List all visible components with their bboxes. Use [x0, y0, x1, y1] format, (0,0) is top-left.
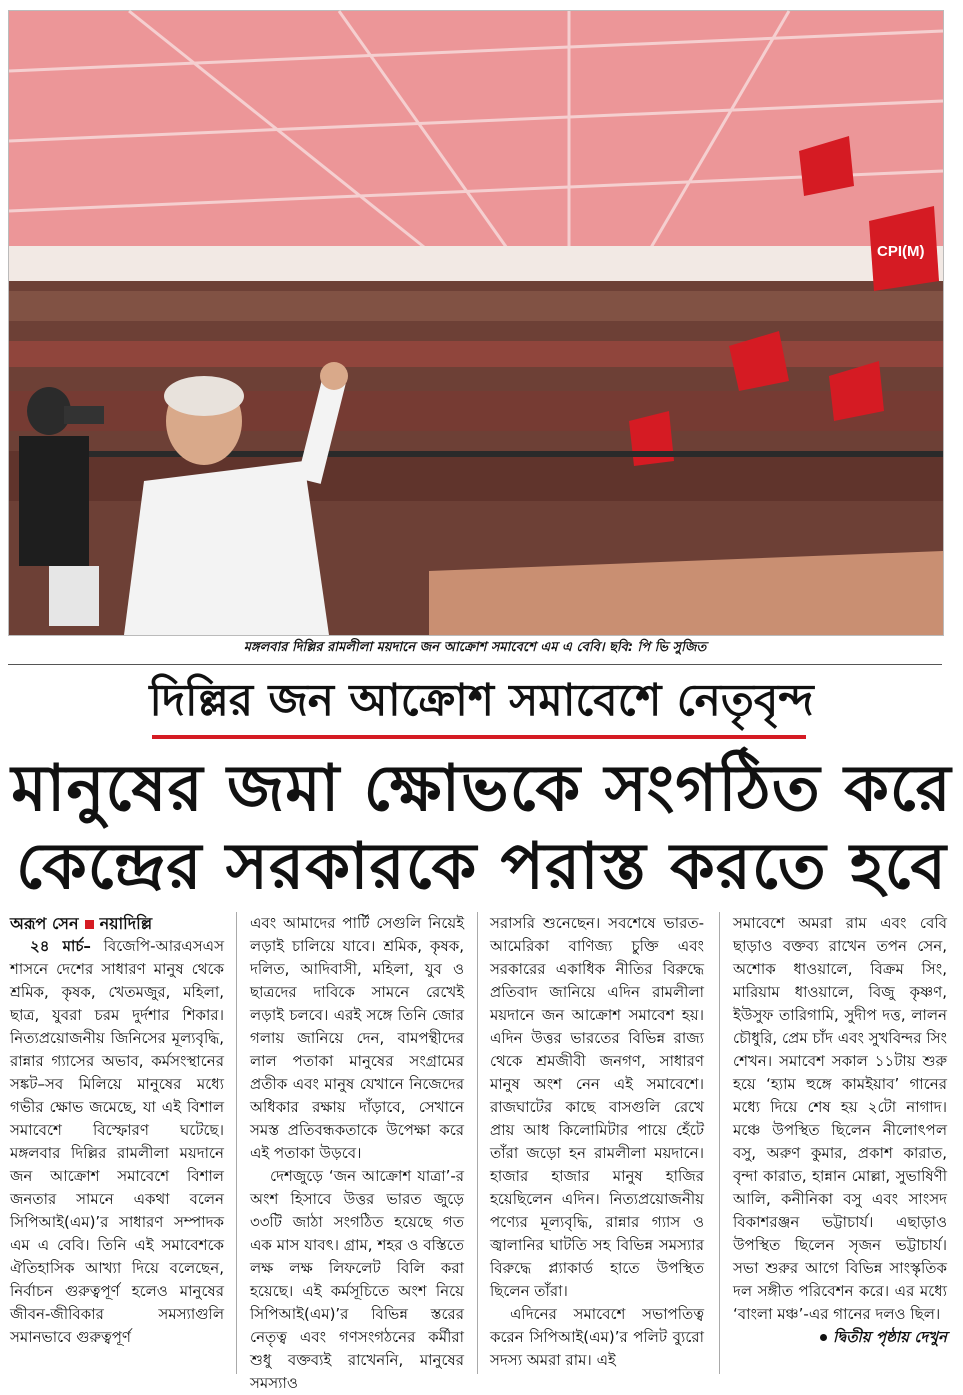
bullet-icon — [820, 1334, 827, 1341]
column-1-text: বিজেপি-আরএসএস শাসনে দেশের সাধারণ মানুষ থেকে শ্রমিক, কৃষক, খেতমজুর, মহিলা, ছাত্র, যুবরা চরম দুর্দশার শিকার। নিত্যপ্রয়োজনীয় জিনিসের মূল্যবৃদ্ধি, রান্নার গ্যাসের অভাব, কর্মসংস্থানের সঙ্কট–সব মিলিয়ে মানুষের মধ্যে গভীর ক্ষোভ জমেছে, যা এই বিশাল সমাবেশে বিস্ফোরণ ঘটেছে। মঙ্গলবার দিল্লির রামলীলা ময়দানে জন আক্রোশ সমাবেশে বিশাল জনতার সামনে একথা বলেন সিপিআই(এম)’র সাধারণ সম্পাদক এম এ বেবি। তিনি এই সমাবেশকে ঐতিহাসিক আখ্যা দিয়ে বলেছেন, নির্বাচন গুরুত্বপূর্ণ হলেও মানুষের জীবন-জীবিকার সমস্যাগুলি সমানভাবে গুরুত্বপূর্ণ — [10, 937, 224, 1346]
author-name: অরূপ সেন — [10, 914, 79, 933]
article-paragraph — [10, 935, 224, 1349]
dateline: ২৪ মার্চ– — [30, 937, 91, 955]
location: নয়াদিল্লি — [99, 914, 153, 933]
back-wall — [9, 246, 943, 286]
kicker-headline: দিল্লির জন আক্রোশ সমাবেশে নেতৃবৃন্দ — [149, 675, 814, 726]
column-divider — [719, 912, 720, 1374]
column-3-paragraph-1: সরাসরি শুনেছেন। সবশেষে ভারত-আমেরিকা বাণিজ্য চুক্তি এবং সরকারের একাধিক নীতির বিরুদ্ধে প্রতিবাদ জানিয়ে এদিন রামলীলা ময়দানে জন আক্রোশ সমাবেশ হয়। এদিন উত্তর ভারতের বিভিন্ন রাজ্য থেকে শ্রমজীবী জনগণ, সাধারণ মানুষ অংশ নেন এই সমাবেশে। রাজঘাটের কাছে বাসগুলি রেখে প্রায় আধ কিলোমিটার পায়ে হেঁটে তাঁরা জড়ো হন রামলীলা ময়দানে। হাজার হাজার মানুষ হাজির হয়েছিলেন এদিন। নিত্যপ্রয়োজনীয় পণ্যের মূল্যবৃদ্ধি, রান্নার গ্যাস ও জ্বালানির ঘাটতি সহ বিভিন্ন সমস্যার বিরুদ্ধে প্ল্যাকার্ড হাতে উপস্থিত ছিলেন তাঁরা। — [490, 914, 704, 1300]
photo-caption: মঙ্গলবার দিল্লির রামলীলা ময়দানে জন আক্রোশ সমাবেশে এম এ বেবি। ছবি: পি ভি সুজিত — [243, 640, 707, 655]
kicker-underline — [152, 735, 806, 739]
article-column-1 — [10, 912, 224, 1374]
byline — [10, 912, 224, 935]
section-divider — [8, 664, 942, 665]
column-divider — [477, 912, 478, 1374]
banner-cpim: CPI(M) — [877, 243, 925, 260]
article-column-4 — [733, 912, 947, 1374]
rally-photo — [8, 10, 944, 636]
rally-photo-illustration — [9, 11, 943, 635]
main-headline — [0, 750, 963, 906]
byline-separator-icon — [85, 920, 94, 929]
column-2-paragraph-2: দেশজুড়ে ‘জন আক্রোশ যাত্রা’-র অংশ হিসাবে উত্তর ভারত জুড়ে ৩৩টি জাঠা সংগঠিত হয়েছে গত এক মাস যাবৎ। গ্রাম, শহর ও বস্তিতে লক্ষ লক্ষ লিফলেট বিলি করা হয়েছে। এই কর্মসূচিতে অংশ নিয়ে সিপিআই(এম)’র বিভিন্ন স্তরের নেতৃত্ব এবং গণসংগঠনের কর্মীরা শুধু বক্তব্যই রাখেননি, মানুষের সমস্যাও — [250, 1167, 464, 1392]
article-column-3 — [490, 912, 704, 1374]
column-divider — [236, 912, 237, 1374]
column-3-paragraph-2: এদিনের সমাবেশে সভাপতিত্ব করেন সিপিআই(এম)’র পলিট ব্যুরো সদস্য অমরা রাম। এই — [490, 1305, 704, 1369]
continued-label: দ্বিতীয় পৃষ্ঠায় দেখুন — [833, 1328, 947, 1346]
column-4-paragraph: সমাবেশে অমরা রাম এবং বেবি ছাড়াও বক্তব্য রাখেন তপন সেন, অশোক ধাওয়ালে, বিক্রম সিং, মারিয়াম ধাওয়ালে, বিজু কৃষ্ণণ, ইউসুফ তারিগামি, সুদীপ দত্ত, লালন চৌধুরি, প্রেম চাঁদ এবং সুখবিন্দর সিং শেখন। সমাবেশ সকাল ১১টায় শুরু হয়ে ‘হ্যাম হুঙ্গে কামইয়াব’ গানের মধ্যে দিয়ে শেষ হয় ২টো নাগাদ। মঞ্চে উপস্থিত ছিলেন নীলোৎপল বসু, অরুণ কুমার, প্রকাশ কারাত, বৃন্দা কারাত, হান্নান মোল্লা, সুভাষিণী আলি, কনীনিকা বসু এবং সাংসদ বিকাশরঞ্জন ভট্টাচার্য। এছাড়াও উপস্থিত ছিলেন সৃজন ভট্টাচার্য। সভা শুরুর আগে বিভিন্ন সাংস্কৃতিক দল সঙ্গীত পরিবেশন করে। এর মধ্যে ‘বাংলা মঞ্চ’-এর গানের দলও ছিল। — [733, 914, 947, 1323]
headline-line-2: কেন্দ্রের সরকারকে পরাস্ত করতে হবে — [16, 830, 947, 904]
column-2-paragraph-1: এবং আমাদের পার্টি সেগুলি নিয়েই লড়াই চালিয়ে যাবে। শ্রমিক, কৃষক, দলিত, আদিবাসী, মহিলা, যুব ও ছাত্রদের দাবিকে সামনে রেখেই লড়াই চলবে। এরই সঙ্গে তিনি জোর গলায় জানিয়ে দেন, বামপন্থীদের লাল পতাকা মানুষের সংগ্রামের প্রতীক এবং মানুষ যেখানে নিজেদের অধিকার রক্ষায় দাঁড়াবে, সেখানে সমস্ত প্রতিবন্ধকতাকে উপেক্ষা করে এই পতাকা উড়বে। — [250, 914, 464, 1162]
continued-notice[interactable] — [733, 1326, 947, 1349]
headline-line-1: মানুষের জমা ক্ষোভকে সংগঠিত করে — [11, 752, 952, 826]
article-column-2 — [250, 912, 464, 1392]
